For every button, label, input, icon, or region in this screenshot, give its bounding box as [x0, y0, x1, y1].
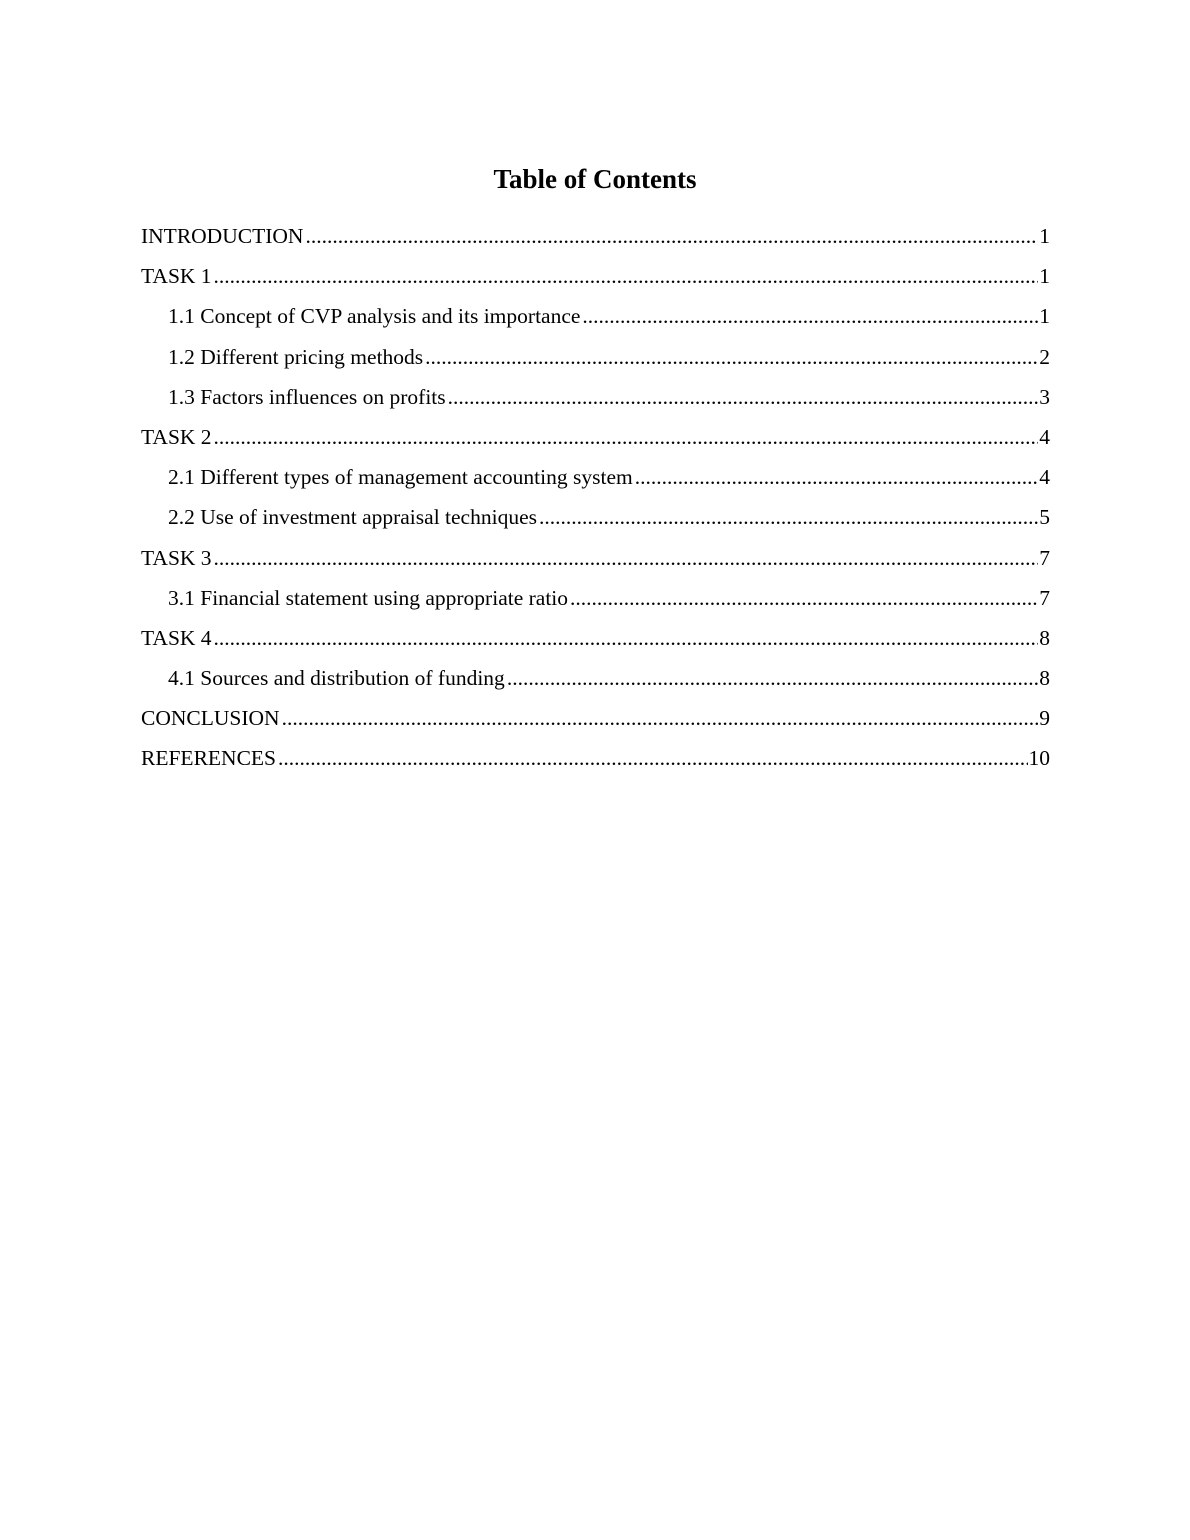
toc-entry-text: 1.3 Factors influences on profits — [168, 381, 448, 413]
toc-page-number: 10 — [1028, 746, 1050, 771]
toc-entry-text: REFERENCES — [141, 742, 278, 774]
toc-entry-text: CONCLUSION — [141, 702, 282, 734]
toc-page-number: 9 — [1039, 706, 1050, 731]
toc-entry-text: 1.2 Different pricing methods — [168, 341, 425, 373]
toc-entry-1-3[interactable] — [141, 381, 1050, 421]
toc-entry-text: 4.1 Sources and distribution of funding — [168, 662, 507, 694]
toc-page-number: 1 — [1039, 224, 1050, 248]
toc-title: Table of Contents — [493, 164, 697, 194]
toc-page-number: 3 — [1039, 384, 1050, 409]
toc-page-number: 2 — [1039, 344, 1050, 369]
toc-page-number: 7 — [1039, 545, 1050, 570]
toc-page-number: 8 — [1039, 625, 1050, 650]
toc-entry-task-3[interactable] — [141, 542, 1050, 582]
toc-entry-text: 2.2 Use of investment appraisal techniques — [168, 501, 539, 533]
toc-entry-1-2[interactable] — [141, 341, 1050, 381]
toc-entry-text: 3.1 Financial statement using appropriate ratio — [168, 582, 570, 614]
toc-page-number: 8 — [1039, 666, 1050, 691]
toc-entry-text: 1.1 Concept of CVP analysis and its importance — [168, 300, 582, 332]
toc-entry-task-4[interactable] — [141, 622, 1050, 662]
toc-page-number: 1 — [1039, 304, 1050, 329]
toc-leader-dots — [305, 220, 1038, 252]
toc-leader-dots — [507, 662, 1038, 694]
toc-leader-dots — [214, 542, 1039, 574]
toc-entry-text: TASK 3 — [141, 542, 214, 574]
toc-list — [141, 220, 1050, 783]
toc-entry-text: TASK 2 — [141, 421, 214, 453]
toc-leader-dots — [539, 501, 1038, 533]
toc-leader-dots — [214, 260, 1039, 292]
toc-leader-dots — [282, 702, 1039, 734]
toc-page-number: 7 — [1039, 585, 1050, 610]
toc-page-number: 5 — [1039, 505, 1050, 530]
toc-leader-dots — [570, 582, 1038, 614]
toc-page-number: 1 — [1039, 264, 1050, 289]
toc-leader-dots — [214, 622, 1039, 654]
toc-page-number: 4 — [1039, 465, 1050, 490]
toc-entry-2-2[interactable] — [141, 501, 1050, 541]
toc-entry-text: TASK 1 — [141, 260, 214, 292]
toc-entry-text: 2.1 Different types of management accounting system — [168, 461, 635, 493]
toc-entry-3-1[interactable] — [141, 582, 1050, 622]
toc-leader-dots — [278, 742, 1028, 774]
toc-entry-2-1[interactable] — [141, 461, 1050, 501]
toc-entry-conclusion[interactable] — [141, 702, 1050, 742]
toc-leader-dots — [448, 381, 1039, 413]
toc-entry-task-2[interactable] — [141, 421, 1050, 461]
toc-entry-task-1[interactable] — [141, 260, 1050, 300]
toc-page-number: 4 — [1039, 424, 1050, 449]
toc-leader-dots — [214, 421, 1039, 453]
toc-entry-text: INTRODUCTION — [141, 220, 305, 252]
toc-leader-dots — [425, 341, 1038, 373]
toc-entry-text: TASK 4 — [141, 622, 214, 654]
toc-leader-dots — [635, 461, 1039, 493]
toc-entry-1-1[interactable] — [141, 300, 1050, 340]
toc-leader-dots — [582, 300, 1038, 332]
toc-entry-references[interactable] — [141, 742, 1050, 782]
toc-entry-4-1[interactable] — [141, 662, 1050, 702]
toc-entry-introduction[interactable] — [141, 220, 1050, 260]
